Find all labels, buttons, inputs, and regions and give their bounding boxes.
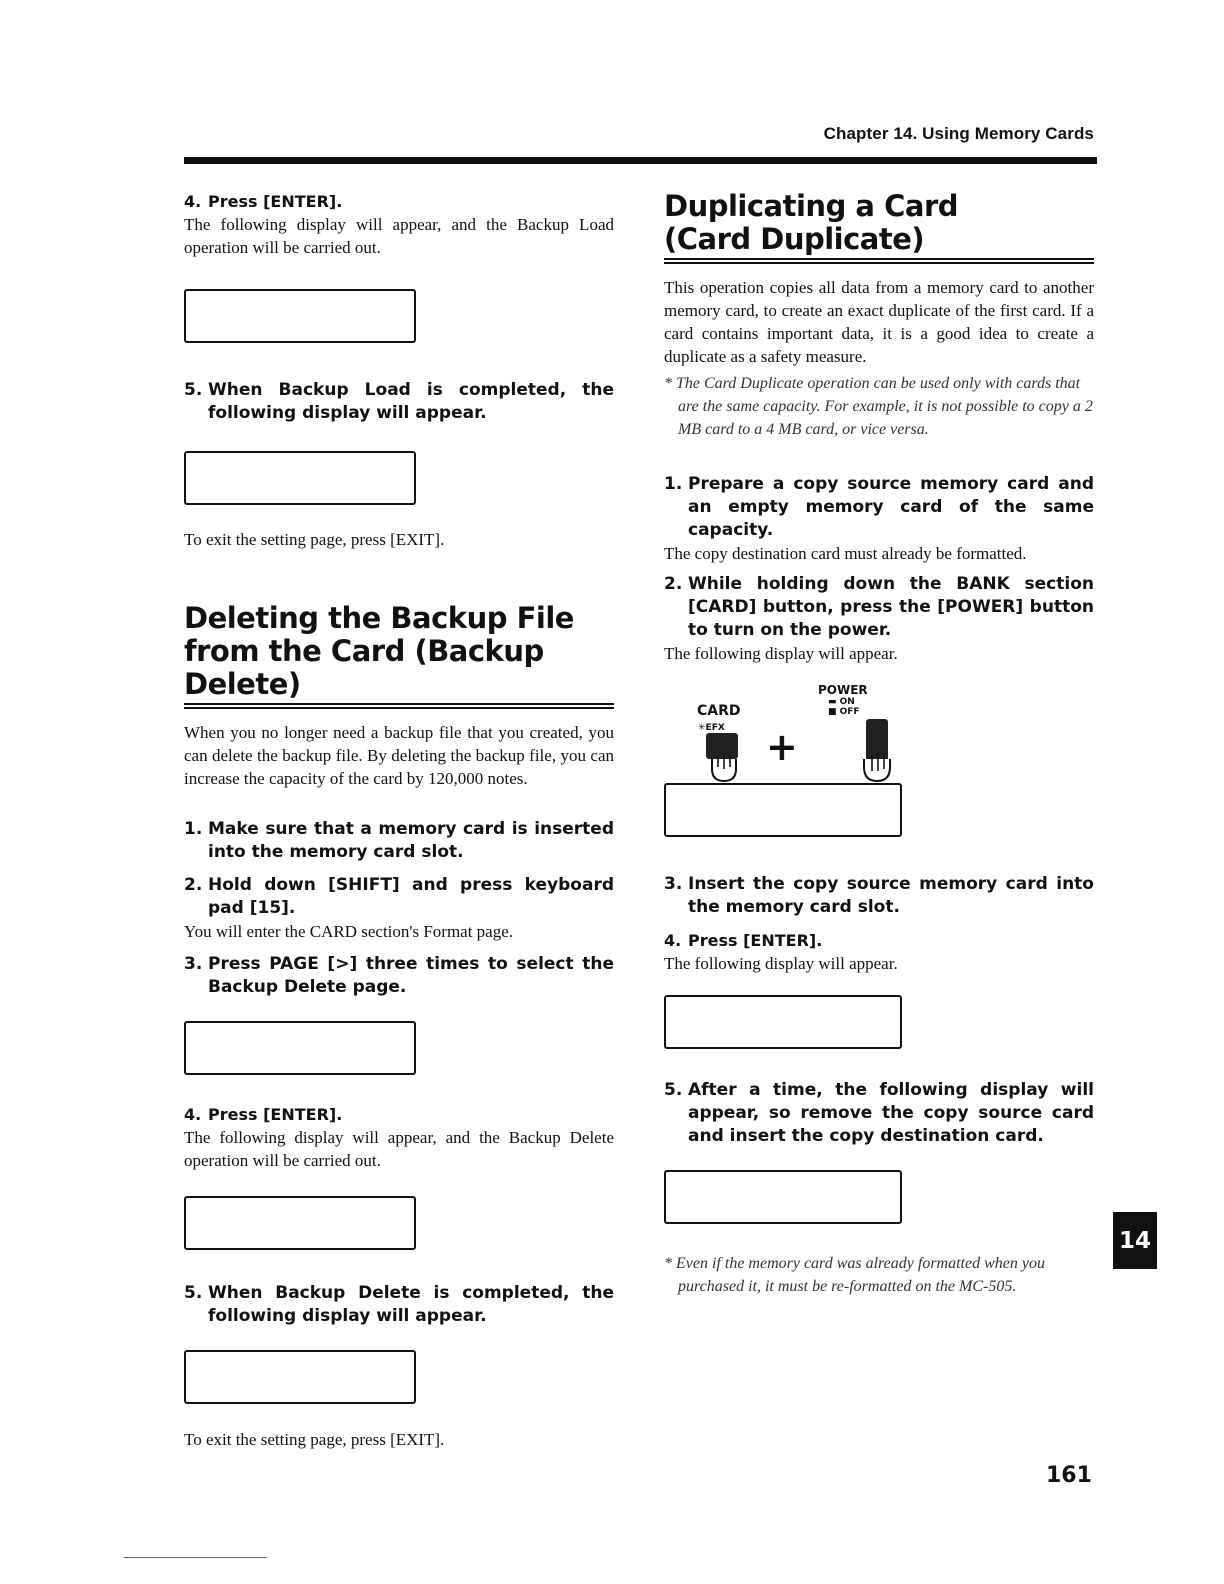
right-column [664, 190, 1094, 1298]
lcd-display-processing [184, 289, 416, 343]
step-4-description: The following display will appear, and the Backup Load operation will be carried out. [184, 215, 614, 257]
header-rule [184, 157, 1097, 164]
step-1-description: The copy destination card must already be formatted. [664, 544, 1027, 563]
step-4-press-enter-delete: 4. Press [ENTER]. [184, 1105, 343, 1124]
step-4-press-enter: 4. Press [ENTER]. [664, 931, 823, 950]
step-2-hold-card-button: 2. While holding down the BANK section [CARD] button, press the [POWER] button to turn on the power. [664, 574, 1094, 640]
lcd-display-processing-2 [184, 1196, 416, 1250]
section-heading-card-duplicate: Duplicating a Card (Card Duplicate) [664, 190, 1094, 264]
capacity-note: * The Card Duplicate operation can be used only with cards that are the same capacity. For example, it is not possible to copy a 2 MB card to a 4 MB card, or vice versa. [664, 375, 1093, 438]
exit-instruction-2: To exit the setting page, press [EXIT]. [184, 1430, 445, 1449]
power-button-label: POWER [818, 683, 868, 697]
step-1-insert-card: 1. Make sure that a memory card is inserted into the memory card slot. [184, 819, 614, 862]
lcd-display-backup-del [184, 1021, 416, 1075]
button-press-diagram [694, 673, 934, 783]
lcd-display-duplicate-dest [664, 1170, 902, 1224]
efx-label: ✳EFX [698, 723, 725, 733]
step-5-backup-load-complete: 5. When Backup Load is completed, the following display will appear. [184, 380, 614, 423]
section-intro: This operation copies all data from a memory card to another memory card, to create an exact duplicate of the first card. If a card contains important data, it is a good idea to create a duplicate as a safety measure. [664, 278, 1094, 366]
power-off-label: ■ OFF [828, 707, 860, 717]
heading-rule [664, 258, 1094, 264]
lcd-display-backup-load-complete [184, 451, 416, 505]
step-5-swap-cards: 5. After a time, the following display will appear, so remove the copy source card and insert the copy destination card. [664, 1080, 1094, 1146]
power-switch-icon [854, 719, 900, 785]
power-on-label: ▬ ON [828, 697, 855, 707]
page-number: 161 [1046, 1463, 1092, 1488]
section-heading-backup-delete: Deleting the Backup File from the Card (Backup Delete) [184, 602, 614, 709]
lcd-display-duplicate-src [664, 783, 902, 837]
step-4-press-enter: 4. Press [ENTER]. [184, 192, 343, 211]
step-5-backup-delete-complete: 5. When Backup Delete is completed, the following display will appear. [184, 1283, 614, 1326]
step-3-insert-source-card: 3. Insert the copy source memory card into the memory card slot. [664, 874, 1094, 917]
step-2-hold-shift: 2. Hold down [SHIFT] and press keyboard pad [15]. [184, 875, 614, 918]
chapter-header: Chapter 14. Using Memory Cards [823, 124, 1094, 143]
step-2-description: You will enter the CARD section's Format page. [184, 922, 514, 941]
heading-rule [184, 703, 614, 709]
card-button-icon [702, 733, 746, 783]
step-3-press-page: 3. Press PAGE [>] three times to select the Backup Delete page. [184, 954, 614, 997]
bottom-underline [124, 1557, 267, 1558]
step-4-delete-description: The following display will appear, and the Backup Delete operation will be carried out. [184, 1128, 614, 1170]
plus-icon: + [766, 725, 798, 769]
step-4-description: The following display will appear. [664, 954, 898, 973]
step-2-description: The following display will appear. [664, 644, 898, 663]
left-column [184, 190, 614, 1451]
lcd-display-processing [664, 995, 902, 1049]
lcd-display-backup-del-complete [184, 1350, 416, 1404]
exit-instruction: To exit the setting page, press [EXIT]. [184, 530, 445, 549]
reformat-note: * Even if the memory card was already formatted when you purchased it, it must be re-formatted on the MC-505. [664, 1255, 1045, 1295]
step-1-prepare-cards: 1. Prepare a copy source memory card and an empty memory card of the same capacity. [664, 474, 1094, 540]
card-button-label: CARD [697, 703, 741, 719]
section-intro: When you no longer need a backup file that you created, you can delete the backup file. By deleting the backup file, you can increase the capacity of the card by 120,000 notes. [184, 723, 614, 788]
chapter-tab: 14 [1113, 1212, 1157, 1269]
